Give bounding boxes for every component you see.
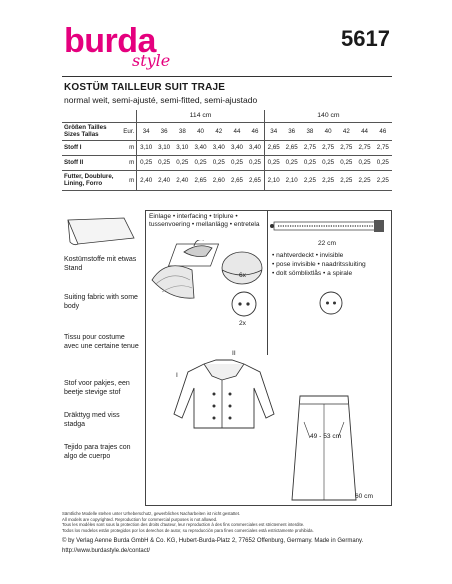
zipper-icon [270, 214, 388, 238]
divider [62, 76, 392, 77]
size-cell: 44 [228, 122, 246, 140]
cell: 0,25 [337, 155, 355, 170]
copyright-note: All models are copyrighted. Reproduction for commercial purposes is not allowed. [62, 516, 218, 522]
cell: 2,10 [264, 170, 282, 190]
cell: 0,25 [355, 155, 373, 170]
size-cell: 34 [137, 122, 155, 140]
view-label-ii: II [232, 350, 236, 357]
skirt-length-measurement: 60 cm [355, 493, 373, 500]
cell: 2,65 [264, 140, 282, 155]
copyright-note: Tous les modèles sont sous la protection des droits d'auteur, leur reproduction à des fins commerciales est strictement interdite. [62, 522, 305, 527]
table-corner [62, 110, 137, 122]
cell: 0,25 [374, 155, 392, 170]
cell: 2,40 [173, 170, 191, 190]
cell: 3,40 [191, 140, 209, 155]
cell: 3,40 [246, 140, 264, 155]
cell: 3,10 [155, 140, 173, 155]
row-unit: m [123, 170, 137, 190]
row-label: Futter, Doublure, Lining, Forro [62, 170, 123, 190]
row-unit: m [123, 155, 137, 170]
size-cell: 42 [337, 122, 355, 140]
zipper-type: • dolt sömblixtlås • a spirale [272, 270, 353, 277]
row-label: Stoff I [62, 140, 123, 155]
cell: 2,25 [301, 170, 319, 190]
cell: 2,65 [283, 140, 301, 155]
cell: 0,25 [283, 155, 301, 170]
contact-link[interactable]: http://www.burdastyle.de/contact/ [62, 548, 151, 554]
size-cell: 38 [173, 122, 191, 140]
pattern-number: 5617 [341, 26, 390, 51]
size-cell: 38 [301, 122, 319, 140]
fabric-swatch-icon [64, 214, 138, 248]
copyright-note: Sämtliche Modelle stehen unter Urheberschutz, gewerbliches Nacharbeiten ist nicht gestattet. [62, 511, 241, 516]
view-label-i: I [176, 372, 178, 379]
cell: 2,25 [355, 170, 373, 190]
button-large-icon [230, 290, 258, 318]
table-row [62, 140, 392, 155]
cell: 0,25 [246, 155, 264, 170]
skirt-waist-measurement: 49 - 53 cm [310, 433, 342, 440]
size-label-line: Größen Tailles [64, 124, 107, 131]
cell: 2,25 [337, 170, 355, 190]
cell: 2,25 [374, 170, 392, 190]
fabric-text-en: Suiting fabric with some body [64, 294, 138, 310]
zipper-type: • pose invisible • naadritssluiting [272, 261, 366, 268]
zipper-length: 22 cm [318, 240, 336, 247]
button-small-icon [318, 290, 344, 316]
cell: 0,25 [210, 155, 228, 170]
size-cell: 46 [246, 122, 264, 140]
table-row [62, 122, 392, 140]
cell: 0,25 [301, 155, 319, 170]
size-label-line: Sizes Tallas [64, 131, 99, 138]
cell: 2,75 [374, 140, 392, 155]
cell: 0,25 [319, 155, 337, 170]
cell: 2,65 [228, 170, 246, 190]
cell: 2,40 [137, 170, 155, 190]
size-unit: Eur. [123, 122, 137, 140]
row-unit: m [123, 140, 137, 155]
size-cell: 46 [374, 122, 392, 140]
cell: 0,25 [137, 155, 155, 170]
size-cell: 42 [210, 122, 228, 140]
size-cell: 36 [283, 122, 301, 140]
fabric-requirements-table [62, 110, 392, 191]
cell: 2,25 [319, 170, 337, 190]
cell: 3,40 [228, 140, 246, 155]
cell: 0,25 [264, 155, 282, 170]
logo-subtitle: style [132, 51, 171, 70]
interfacing-text: Einlage • interfacing • triplure • tussenvoering • mellanlägg • entretela [149, 213, 260, 228]
table-row [62, 170, 392, 190]
cell: 2,10 [283, 170, 301, 190]
fabric-text-fr: Tissu pour costume avec une certaine tenue [64, 334, 139, 350]
fabric-text-nl: Stof voor pakjes, een beetje stevige stof [64, 380, 130, 396]
cell: 0,25 [173, 155, 191, 170]
cell: 2,75 [337, 140, 355, 155]
skirt-illustration [288, 392, 368, 504]
cell: 0,25 [228, 155, 246, 170]
fabric-width-140: 140 cm [264, 110, 392, 122]
page-subtitle: normal weit, semi-ajusté, semi-fitted, semi-ajustado [64, 95, 258, 105]
cell: 2,75 [319, 140, 337, 155]
publisher-line: © by Verlag Aenne Burda GmbH & Co. KG, Hubert-Burda-Platz 2, 77652 Offenburg, Germany. Made in Germany. [62, 538, 364, 544]
burda-logo [64, 22, 174, 70]
fabric-text-de: Kostümstoffe mit etwas Stand [64, 256, 137, 272]
cell: 3,10 [173, 140, 191, 155]
size-label [62, 122, 123, 140]
cell: 2,65 [191, 170, 209, 190]
fabric-text-sv: Dräkttyg med viss stadga [64, 412, 120, 428]
size-cell: 44 [355, 122, 373, 140]
fabric-width-114: 114 cm [137, 110, 265, 122]
size-cell: 34 [264, 122, 282, 140]
row-label: Stoff II [62, 155, 123, 170]
cell: 0,25 [191, 155, 209, 170]
table-row [62, 155, 392, 170]
button-count: 2x [239, 320, 246, 327]
cell: 2,40 [155, 170, 173, 190]
cell: 2,75 [301, 140, 319, 155]
copyright-note: Todos los modelos están protegidos por los derechos de autor, su reproducción para fines comerciales está estrictamente prohibida. [62, 527, 314, 533]
fabric-text-es: Tejido para trajes con algo de cuerpo [64, 444, 131, 460]
page-title: KOSTÜM TAILLEUR SUIT TRAJE [64, 82, 226, 93]
cell: 2,60 [210, 170, 228, 190]
size-cell: 36 [155, 122, 173, 140]
size-cell: 40 [319, 122, 337, 140]
divider [267, 210, 268, 355]
jacket-illustration [162, 358, 287, 436]
cell: 0,25 [155, 155, 173, 170]
cell: 3,40 [210, 140, 228, 155]
cell: 3,10 [137, 140, 155, 155]
shoulder-pad-count: 6x [239, 272, 246, 279]
cell: 2,75 [355, 140, 373, 155]
logo-wordmark: burda [64, 22, 156, 60]
size-cell: 40 [191, 122, 209, 140]
cell: 2,65 [246, 170, 264, 190]
zipper-type: • nahtverdeckt • invisible [272, 252, 344, 259]
